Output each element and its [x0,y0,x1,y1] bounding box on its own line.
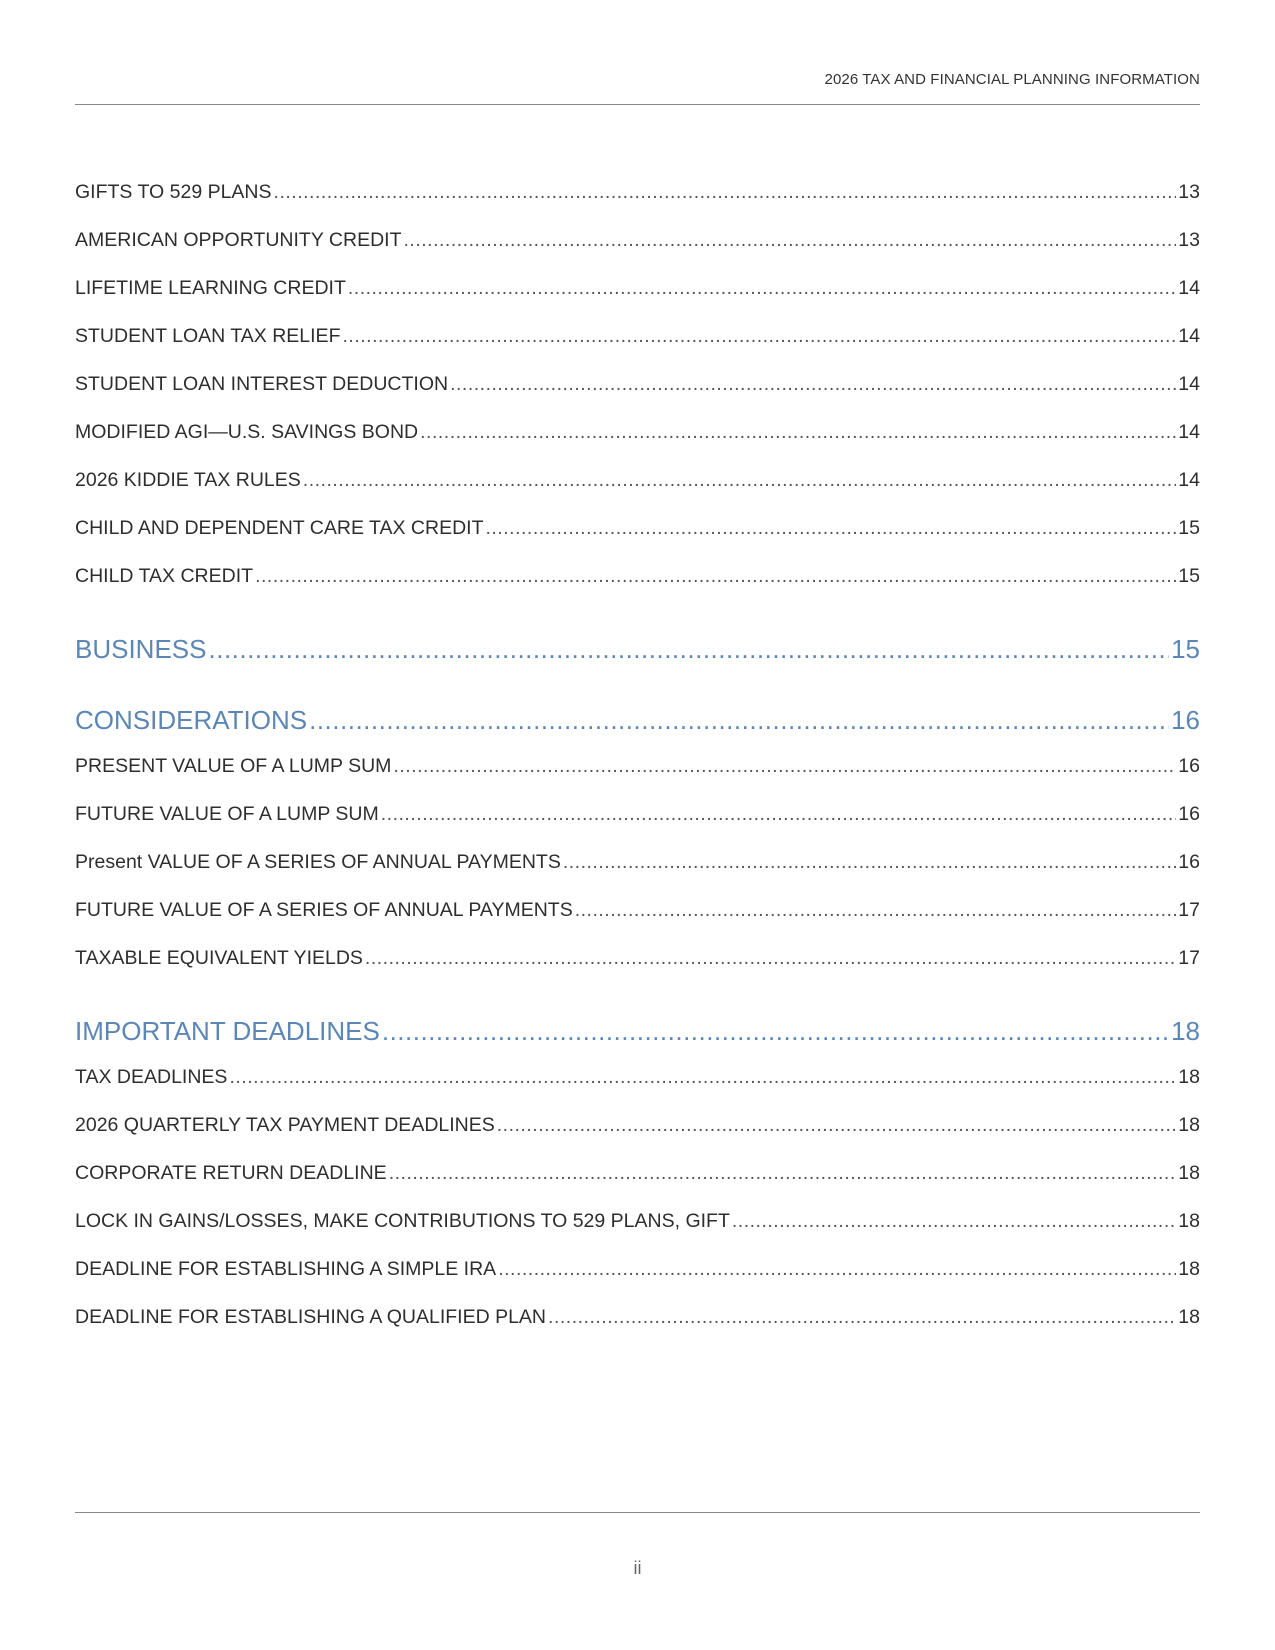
toc-section-business[interactable] [75,629,1200,678]
spacer [75,989,1200,1011]
toc-entry-page: 18 [1178,1210,1200,1232]
toc-entry-page: 13 [1178,229,1200,251]
toc-entry-page: 14 [1178,373,1200,395]
running-title: 2026 TAX AND FINANCIAL PLANNING INFORMATION [824,71,1200,88]
dot-leader [309,700,1169,740]
toc-entry[interactable] [75,1108,1200,1156]
toc-entry[interactable] [75,415,1200,463]
toc-entry-page: 14 [1178,469,1200,491]
toc-entry-title: TAX DEADLINES [75,1066,228,1088]
toc-entry[interactable] [75,367,1200,415]
toc-entry[interactable] [75,319,1200,367]
toc-entry-page: 14 [1178,421,1200,443]
dot-leader [382,1011,1169,1051]
toc-section-important-deadlines[interactable] [75,1011,1200,1060]
toc-entry-page: 18 [1178,1066,1200,1088]
toc-entry-page: 15 [1178,565,1200,587]
toc-section-title: CONSIDERATIONS [75,705,308,735]
toc-entry[interactable] [75,463,1200,511]
table-of-contents [75,175,1200,1348]
dot-leader [303,463,1177,497]
toc-entry-page: 18 [1178,1162,1200,1184]
toc-entry-title: DEADLINE FOR ESTABLISHING A QUALIFIED PLAN [75,1306,547,1328]
toc-entry-title: STUDENT LOAN TAX RELIEF [75,325,341,347]
toc-entry-title: STUDENT LOAN INTEREST DEDUCTION [75,373,449,395]
dot-leader [389,1156,1177,1190]
dot-leader [732,1204,1176,1238]
toc-entry-page: 18 [1178,1114,1200,1136]
toc-entry-page: 18 [1178,1258,1200,1280]
toc-entry-page: 13 [1178,181,1200,203]
dot-leader [575,893,1177,927]
dot-leader [403,223,1176,257]
toc-entry-page: 14 [1178,277,1200,299]
page-header [75,70,1200,105]
toc-entry-title: 2026 QUARTERLY TAX PAYMENT DEADLINES [75,1114,495,1136]
toc-entry[interactable] [75,1300,1200,1348]
dot-leader [342,319,1176,353]
toc-entry-title: DEADLINE FOR ESTABLISHING A SIMPLE IRA [75,1258,497,1280]
toc-entry-page: 15 [1178,517,1200,539]
toc-entry-page: 16 [1178,755,1200,777]
toc-entry[interactable] [75,845,1200,893]
toc-entry-page: 17 [1178,947,1200,969]
dot-leader [450,367,1176,401]
toc-entry-page: 17 [1178,899,1200,921]
toc-entry[interactable] [75,1060,1200,1108]
dot-leader [255,559,1176,593]
toc-entry-title: CORPORATE RETURN DEADLINE [75,1162,387,1184]
toc-entry-title: TAXABLE EQUIVALENT YIELDS [75,947,363,969]
toc-entry-title: GIFTS TO 529 PLANS [75,181,272,203]
dot-leader [209,629,1170,669]
dot-leader [486,511,1177,545]
toc-entry[interactable] [75,223,1200,271]
dot-leader [563,845,1176,879]
toc-entry-title: PRESENT VALUE OF A LUMP SUM [75,755,392,777]
toc-entry[interactable] [75,893,1200,941]
dot-leader [548,1300,1176,1334]
toc-section-page: 18 [1171,1016,1200,1046]
toc-entry[interactable] [75,1204,1200,1252]
toc-section-page: 16 [1171,705,1200,735]
dot-leader [420,415,1176,449]
dot-leader [229,1060,1176,1094]
dot-leader [381,797,1177,831]
toc-entry-title: AMERICAN OPPORTUNITY CREDIT [75,229,402,251]
toc-section-title: IMPORTANT DEADLINES [75,1016,380,1046]
toc-entry-title: CHILD TAX CREDIT [75,565,254,587]
toc-entry[interactable] [75,1156,1200,1204]
toc-section-title: BUSINESS [75,634,207,664]
dot-leader [274,175,1177,209]
dot-leader [498,1252,1176,1286]
spacer [75,607,1200,629]
toc-entry[interactable] [75,941,1200,989]
dot-leader [497,1108,1177,1142]
toc-entry[interactable] [75,511,1200,559]
spacer [75,678,1200,700]
toc-entry[interactable] [75,749,1200,797]
toc-entry-title: 2026 KIDDIE TAX RULES [75,469,301,491]
toc-entry[interactable] [75,1252,1200,1300]
toc-entry-title: FUTURE VALUE OF A SERIES OF ANNUAL PAYMENTS [75,899,573,921]
toc-section-considerations[interactable] [75,700,1200,749]
page-number: ii [633,1558,642,1578]
dot-leader [393,749,1176,783]
toc-section-page: 15 [1171,634,1200,664]
toc-entry-title: LIFETIME LEARNING CREDIT [75,277,346,299]
toc-entry-page: 18 [1178,1306,1200,1328]
toc-entry[interactable] [75,559,1200,607]
footer-rule [75,1512,1200,1513]
dot-leader [348,271,1176,305]
toc-entry-title: Present VALUE OF A SERIES OF ANNUAL PAYMENTS [75,851,561,873]
toc-entry-page: 16 [1178,803,1200,825]
toc-entry-title: FUTURE VALUE OF A LUMP SUM [75,803,379,825]
toc-entry-title: LOCK IN GAINS/LOSSES, MAKE CONTRIBUTIONS TO 529 PLANS, GIFT [75,1210,730,1232]
toc-entry[interactable] [75,271,1200,319]
toc-entry-page: 16 [1178,851,1200,873]
toc-entry-page: 14 [1178,325,1200,347]
toc-entry[interactable] [75,797,1200,845]
toc-entry-title: CHILD AND DEPENDENT CARE TAX CREDIT [75,517,484,539]
toc-entry-title: MODIFIED AGI—U.S. SAVINGS BOND [75,421,419,443]
toc-entry[interactable] [75,175,1200,223]
dot-leader [365,941,1176,975]
